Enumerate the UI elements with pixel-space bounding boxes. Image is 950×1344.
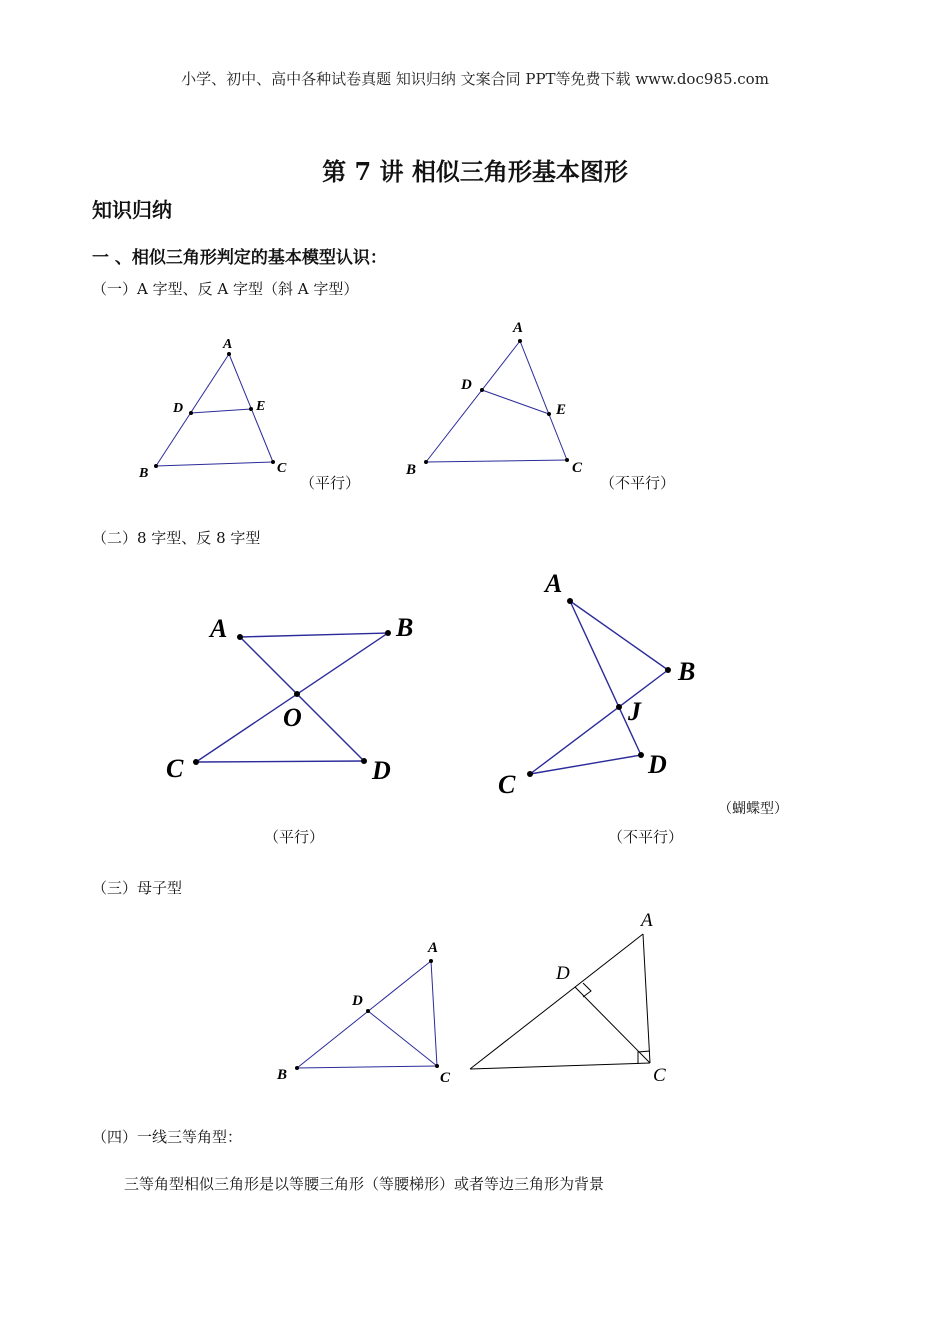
- label-c: C: [572, 460, 583, 476]
- label-b: B: [396, 613, 414, 642]
- caption-parallel: （平行）: [300, 474, 361, 492]
- label-c: C: [166, 754, 184, 783]
- label-d: D: [372, 756, 391, 785]
- label-a: A: [210, 614, 228, 643]
- label-e: E: [556, 402, 567, 418]
- subsection-heading: 一 、相似三角形判定的基本模型认识：: [92, 248, 387, 268]
- label-j: J: [628, 697, 641, 726]
- label-d: D: [352, 993, 363, 1009]
- label-a: A: [513, 320, 524, 336]
- caption-parallel: （平行）: [264, 828, 325, 846]
- label-e: E: [256, 399, 266, 414]
- label-d: D: [648, 750, 667, 779]
- label-d: D: [461, 377, 472, 393]
- label-a: A: [641, 910, 653, 931]
- label-b: B: [277, 1067, 288, 1083]
- label-c: C: [277, 461, 287, 476]
- model-mother-child-heading: （三）母子型: [92, 879, 183, 897]
- label-d: D: [556, 963, 570, 984]
- model-8-heading: （二）8 字型、反 8 字型: [92, 529, 261, 547]
- label-a: A: [223, 337, 233, 352]
- label-c: C: [653, 1065, 666, 1086]
- label-b: B: [678, 657, 696, 686]
- page-title: 第 7 讲 相似三角形基本图形: [322, 157, 628, 186]
- model-three-angles-heading: （四）一线三等角型：: [92, 1128, 243, 1146]
- caption-nonparallel: （不平行）: [608, 828, 684, 846]
- label-o: O: [283, 703, 302, 732]
- model-three-angles-description: 三等角型相似三角形是以等腰三角形（等腰梯形）或者等边三角形为背景: [124, 1175, 605, 1193]
- label-b: B: [406, 462, 417, 478]
- label-a: A: [428, 940, 439, 956]
- caption-butterfly: （蝴蝶型）: [718, 801, 788, 817]
- label-d: D: [173, 401, 184, 416]
- section-heading: 知识归纳: [92, 198, 172, 222]
- label-c: C: [498, 770, 516, 799]
- label-b: B: [139, 466, 149, 481]
- page-header: 小学、初中、高中各种试卷真题 知识归纳 文案合同 PPT等免费下载 www.doc985.com: [181, 70, 769, 88]
- model-a-heading: （一）A 字型、反 A 字型（斜 A 字型）: [92, 280, 359, 298]
- label-a: A: [545, 569, 563, 598]
- caption-nonparallel: （不平行）: [600, 474, 676, 492]
- label-c: C: [440, 1070, 451, 1086]
